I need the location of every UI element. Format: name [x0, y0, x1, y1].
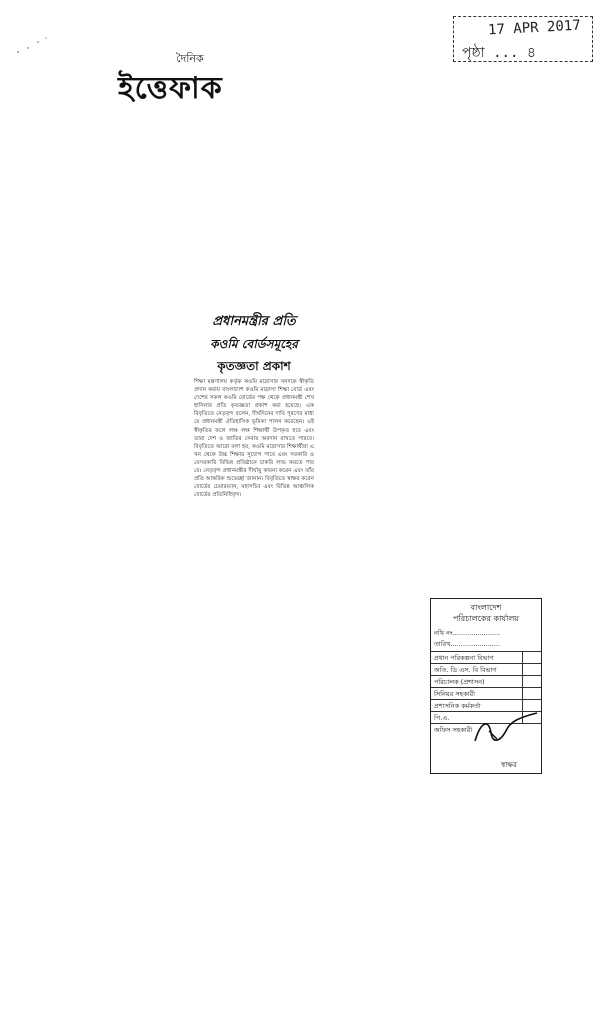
- clipping-headline-line-3: কৃতজ্ঞতা প্রকাশ: [217, 359, 291, 373]
- clipping-headline-line-1: প্রধানমন্ত্রীর প্রতি: [212, 314, 296, 329]
- routing-sign-label: স্বাক্ষর: [501, 761, 517, 769]
- routing-row: প্রধান পরিকল্পনা বিভাগ: [431, 651, 541, 663]
- scan-specks: [14, 30, 54, 60]
- stamp-page: পৃষ্ঠা ... ৪: [462, 45, 536, 61]
- masthead-daily-label: দৈনিক: [176, 52, 204, 65]
- routing-row: তারিখ........................: [434, 640, 501, 648]
- routing-title-line-2: পরিচালকের কার্যালয়: [453, 614, 519, 623]
- routing-row: অফিস সহকারী: [431, 723, 541, 735]
- routing-row: নথি নং.......................: [434, 629, 501, 637]
- routing-row: প্রশাসনিক কর্মকর্তা: [431, 699, 541, 711]
- date-stamp: [453, 16, 593, 62]
- routing-row: পি.এ.: [431, 711, 541, 723]
- routing-row: সিনিয়র সহকারী: [431, 687, 541, 699]
- office-routing-stamp: [430, 598, 542, 774]
- masthead-newspaper-name: ইত্তেফাক: [118, 71, 223, 106]
- news-clipping: [190, 308, 318, 618]
- routing-row: পরিচালক (প্রশাসন): [431, 675, 541, 687]
- handwritten-signature: [471, 711, 541, 751]
- stamp-date: 17 APR 2017: [487, 17, 582, 39]
- routing-title-line-1: বাংলাদেশ: [470, 603, 502, 612]
- clipping-body-text: শিক্ষা মন্ত্রণালয় কর্তৃক কওমি মাদ্রাসার সনদকে স্বীকৃতি প্রদান করায় বাংলাদেশ কওমি মাদ্রাসা শিক্ষা বোর্ড এবং দেশের সকল কওমি বোর্ডের পক্ষ থেকে প্রধানমন্ত্রী শেখ হাসিনার প্রতি কৃতজ্ঞতা প্রকাশ করা হয়েছে। এক বিবৃতিতে নেতৃবৃন্দ বলেন, দীর্ঘদিনের দাবি পূরণের মাধ্যমে প্রধানমন্ত্রী ঐতিহাসিক ভূমিকা পালন করেছেন। এই স্বীকৃতির ফলে লক্ষ লক্ষ শিক্ষার্থী উপকৃত হবে এবং তারা দেশ ও জাতির সেবায় অবদান রাখতে পারবে। বিবৃতিতে আরো বলা হয়, কওমি মাদ্রাসার শিক্ষার্থীরা এখন থেকে উচ্চ শিক্ষার সুযোগ পাবে এবং সরকারি ও বেসরকারি বিভিন্ন প্রতিষ্ঠানে চাকরি লাভ করতে পারবে। নেতৃবৃন্দ প্রধানমন্ত্রীর দীর্ঘায়ু কামনা করেন এবং তাঁর প্রতি আন্তরিক শুভেচ্ছা জানান। বিবৃতিতে স্বাক্ষর করেন বোর্ডের চেয়ারম্যান, মহাসচিব এবং বিভিন্ন আঞ্চলিক বোর্ডের প্রতিনিধিবৃন্দ।: [194, 379, 314, 499]
- clipping-headline-line-2: কওমি বোর্ডসমূহের: [210, 337, 298, 351]
- routing-row: অতি. ডি এস. বি বিভাগ: [431, 663, 541, 675]
